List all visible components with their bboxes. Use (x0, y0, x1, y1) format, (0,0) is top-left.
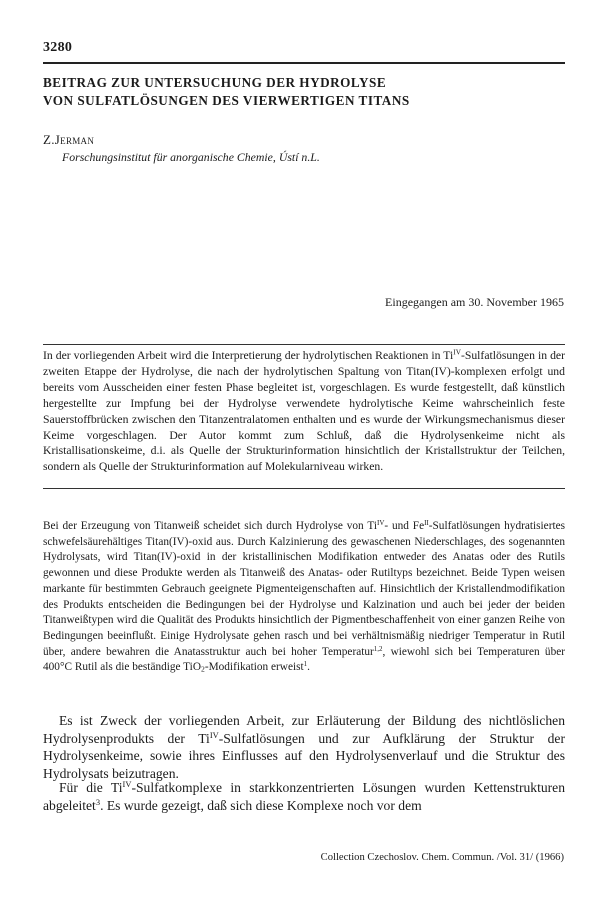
body-paragraph-1: Es ist Zweck der vorliegenden Arbeit, zur Erläuterung der Bildung des nichtlöslichen Hydrolysenprodukts der $Ti^{IV}$-Sulfatlösungen und zur Aufklärung der Struktur der Hydrolysenkeime, sowie ihres Einflusses auf den Hydrolysenverlauf und die Struktur des Hydrolysats beizutragen. (43, 713, 565, 781)
header-rule (43, 62, 565, 64)
abstract-bottom-rule (43, 488, 565, 489)
title-line-1: BEITRAG ZUR UNTERSUCHUNG DER HYDROLYSE (43, 75, 387, 90)
intro-paragraph: Bei der Erzeugung von Titanweiß scheidet sich durch Hydrolyse von $Ti^{IV}-$ und $Fe^{II}$-Sulfatlösungen hydratisiertes schwefelsäurehältiges Titan(IV)-oxid aus. Durch Kalzinierung des gewaschenen Niederschlages, des sogenannten Hydrolysats, wird Titan(IV)-oxid in der kristallinischen Modifikation entweder des Anatas oder des Rutils gewonnen und diese Produkte werden als Titanweiß des Anatas- oder Rutiltyps bezeichnet. Beide Typen weisen markante für bestimmten Gebrauch geeignete Pigmenteigenschaften auf. Hinsichtlich der Kristallendmodifikation des Produkts entscheiden die Bedingungen bei der Hydrolyse und Kalzination und auch bei jeder der beiden Titanweißtypen wird die Qualität des Produkts hinsichtlich der Pigmentbeschaffenheit von einer ganzen Reihe von Bedingungen beeinflußt. Einige Hydrolysate gehen rasch und bei verhältnismäßig niedriger Temperatur in Rutil über, andere bewahren die Anatasstruktur auch bei hoher Temperatur$^{1,2}$, wiewohl sich bei Temperaturen über 400°C Rutil als die beständige TiO$_2$-Modifikation erweist$^1$. (43, 518, 566, 674)
article-title (43, 74, 563, 110)
author-name (43, 132, 94, 148)
abstract-top-rule (43, 344, 565, 345)
author-affiliation: Forschungsinstitut für anorganische Chemie, Ústí n.L. (62, 150, 320, 164)
journal-footer: Collection Czechoslov. Chem. Commun. /Vol. 31/ (1966) (320, 852, 564, 863)
author-surname: Jerman (54, 132, 95, 147)
abstract: In der vorliegenden Arbeit wird die Interpretierung der hydrolytischen Reaktionen in $Ti^{IV}$-Sulfatlösungen in der zweiten Etappe der Hydrolyse, die nach der hydrolytischen Spaltung von Titan(IV)-komplexen erfolgt und bereits vom Ausscheiden einer festen Phase begleitet ist, vorgeschlagen. Es wurde festgestellt, daß künstlich hergestellte zur Impfung bei der Hydrolyse verwendete hydrolytische Keime wahrscheinlich feste Sauerstoffbrücken zwischen den Titanzentralatomen enthalten und es wurde der Wirkungsmechanismus dieser Keime vorgeschlagen. Der Autor kommt zum Schluß, daß die Hydrolysenkeime nicht als Kristallisationskeime, d.i. als Quelle der Strukturinformation hinsichtlich der Kristallstruktur der Teilchen, sondern als Quelle der Strukturinformation auf Molekularniveau wirken. (43, 348, 565, 474)
author-initial: Z. (43, 132, 55, 147)
body-paragraph-2: Für die $Ti^{IV}$-Sulfatkomplexe in starkkonzentrierten Lösungen wurden Kettenstrukturen abgeleitet$^3$. Es wurde gezeigt, daß sich diese Komplexe noch vor dem (43, 778, 565, 813)
title-line-2: VON SULFATLÖSUNGEN DES VIERWERTIGEN TITANS (43, 93, 410, 108)
page-number: 3280 (43, 40, 73, 55)
received-date: Eingegangen am 30. November 1965 (385, 295, 564, 309)
